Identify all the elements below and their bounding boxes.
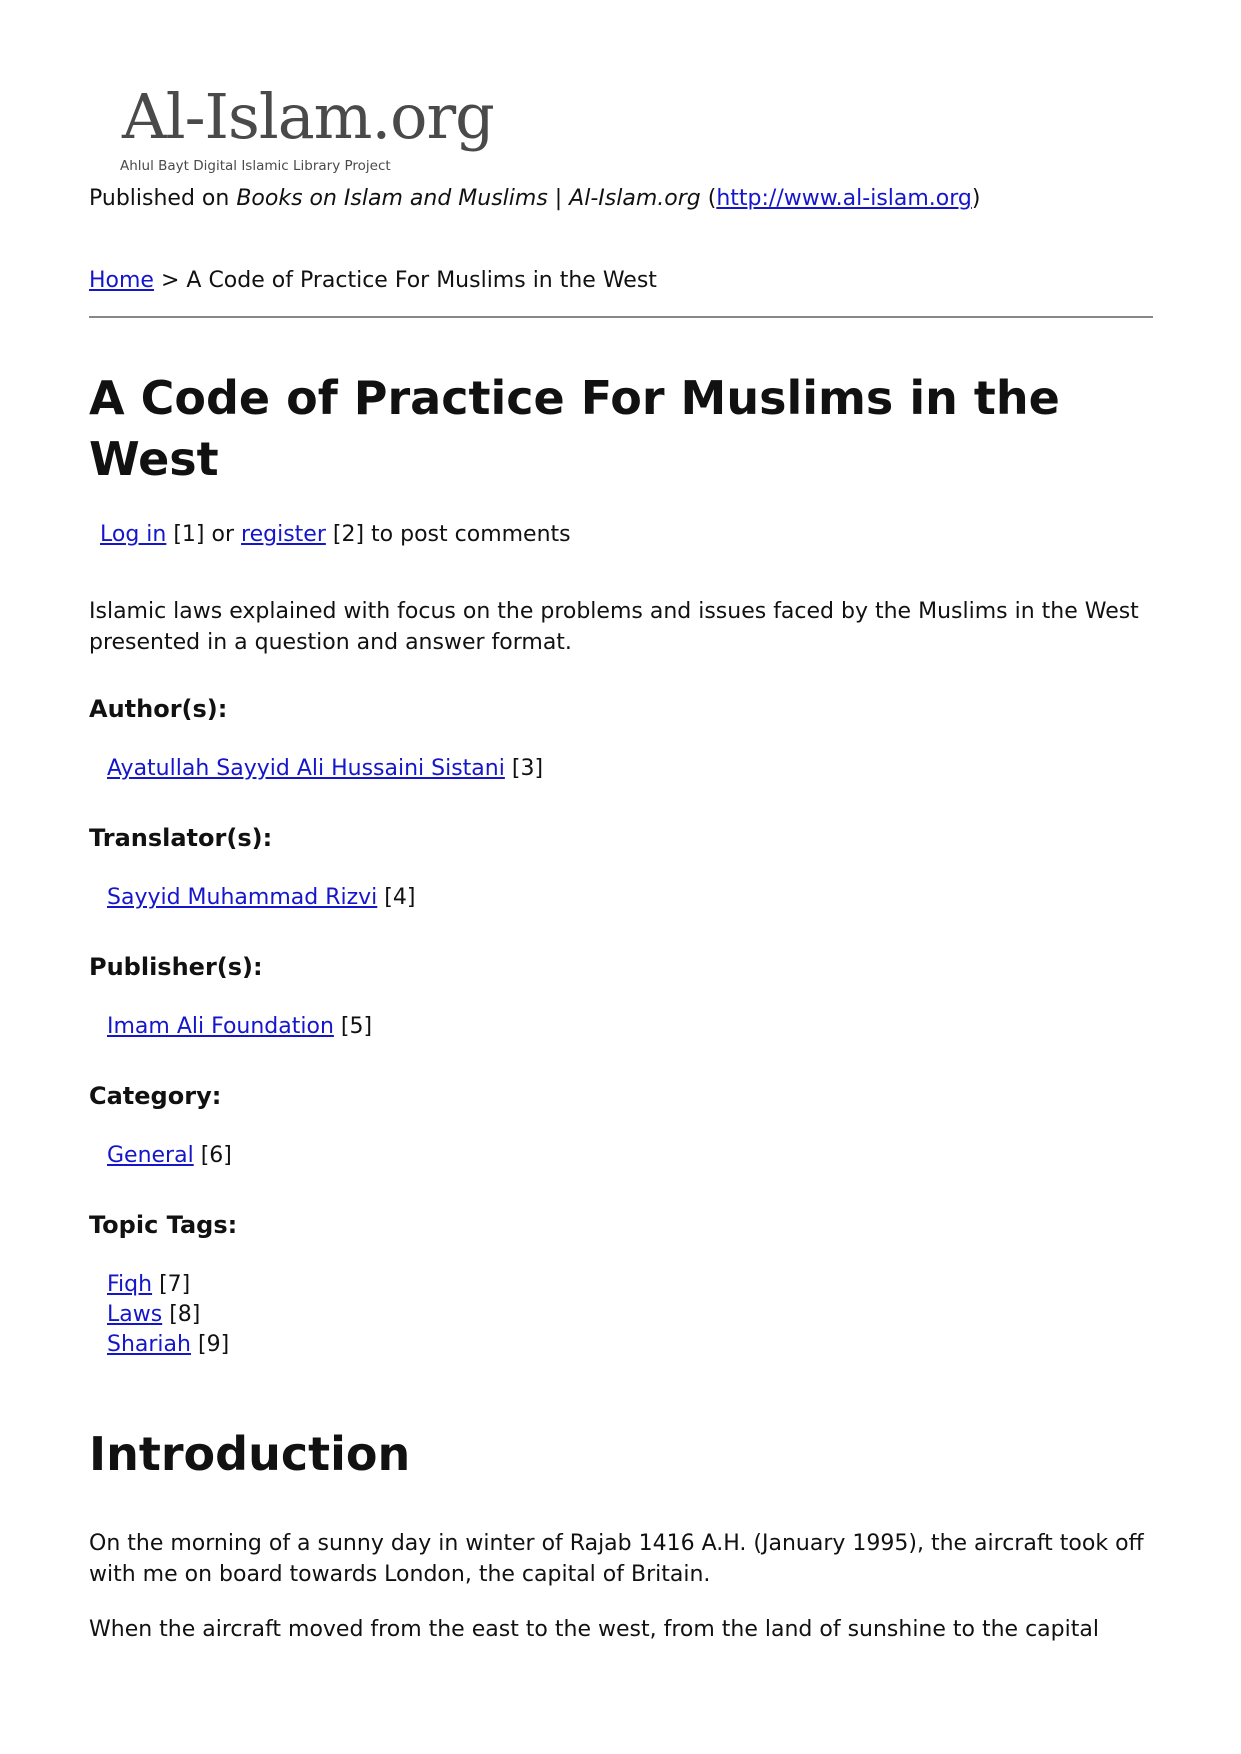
translator-ref: [4]: [384, 885, 416, 910]
author-ref: [3]: [511, 756, 544, 781]
book-summary: Islamic laws explained with focus on the problems and issues faced by the Muslims in the West presented in a question and answer format.: [89, 599, 1139, 655]
topic-tag-item: [107, 1272, 190, 1297]
published-open-paren: (: [707, 186, 717, 211]
or-text: or: [211, 522, 235, 547]
topic-tag-item: [107, 1302, 200, 1327]
intro-paragraph: When the aircraft moved from the east to the west, from the land of sunshine to the capital: [89, 1617, 1099, 1642]
publishers-label: Publisher(s):: [89, 953, 263, 981]
topic-tag-link-laws[interactable]: Laws: [107, 1302, 163, 1327]
published-site-name: Books on Islam and Muslims | Al-Islam.org: [236, 186, 701, 211]
author-link[interactable]: Ayatullah Sayyid Ali Hussaini Sistani: [107, 756, 505, 781]
topic-tag-ref: [7]: [159, 1272, 191, 1297]
login-link[interactable]: Log in: [100, 522, 167, 547]
breadcrumb-current: A Code of Practice For Muslims in the West: [186, 268, 657, 293]
published-on-line: [89, 186, 980, 211]
topic-tag-link-shariah[interactable]: Shariah: [107, 1332, 191, 1357]
translator-item: [107, 885, 415, 910]
logo-wordmark: Al-Islam.org: [122, 80, 494, 153]
topic-tags-label: Topic Tags:: [89, 1211, 238, 1239]
translators-label: Translator(s):: [89, 824, 273, 852]
site-logo[interactable]: [118, 80, 494, 178]
breadcrumb-separator: >: [160, 268, 180, 293]
publisher-item: [107, 1014, 372, 1039]
introduction-heading: Introduction: [89, 1427, 411, 1481]
published-prefix: Published on: [89, 186, 230, 211]
author-item: [107, 756, 543, 781]
topic-tag-item: [107, 1332, 229, 1357]
topic-tag-ref: [9]: [197, 1332, 230, 1357]
topic-tag-link-fiqh[interactable]: Fiqh: [107, 1272, 153, 1297]
category-ref: [6]: [200, 1143, 232, 1168]
category-item: [107, 1143, 232, 1168]
comment-login-prompt: [100, 522, 571, 547]
page-title: A Code of Practice For Muslims in the West: [89, 371, 1060, 486]
category-label: Category:: [89, 1082, 222, 1110]
comments-suffix: to post comments: [371, 522, 571, 547]
register-link[interactable]: register: [241, 522, 326, 547]
logo-tagline: Ahlul Bayt Digital Islamic Library Project: [120, 158, 391, 174]
category-link[interactable]: General: [107, 1143, 194, 1168]
translator-link[interactable]: Sayyid Muhammad Rizvi: [107, 885, 378, 910]
published-close-paren: ): [971, 186, 981, 211]
authors-label: Author(s):: [89, 695, 228, 723]
breadcrumb-home-link[interactable]: Home: [89, 268, 154, 293]
login-ref: [1]: [173, 522, 205, 547]
header-divider: [89, 316, 1153, 318]
publisher-link[interactable]: Imam Ali Foundation: [107, 1014, 334, 1039]
publisher-ref: [5]: [340, 1014, 373, 1039]
topic-tag-ref: [8]: [169, 1302, 201, 1327]
register-ref: [2]: [332, 522, 365, 547]
intro-paragraph: On the morning of a sunny day in winter of Rajab 1416 A.H. (January 1995), the aircraft took off with me on board towards London, the capital of Britain.: [89, 1531, 1144, 1587]
breadcrumb: [89, 268, 657, 293]
site-url-link[interactable]: http://www.al-islam.org: [716, 186, 972, 211]
